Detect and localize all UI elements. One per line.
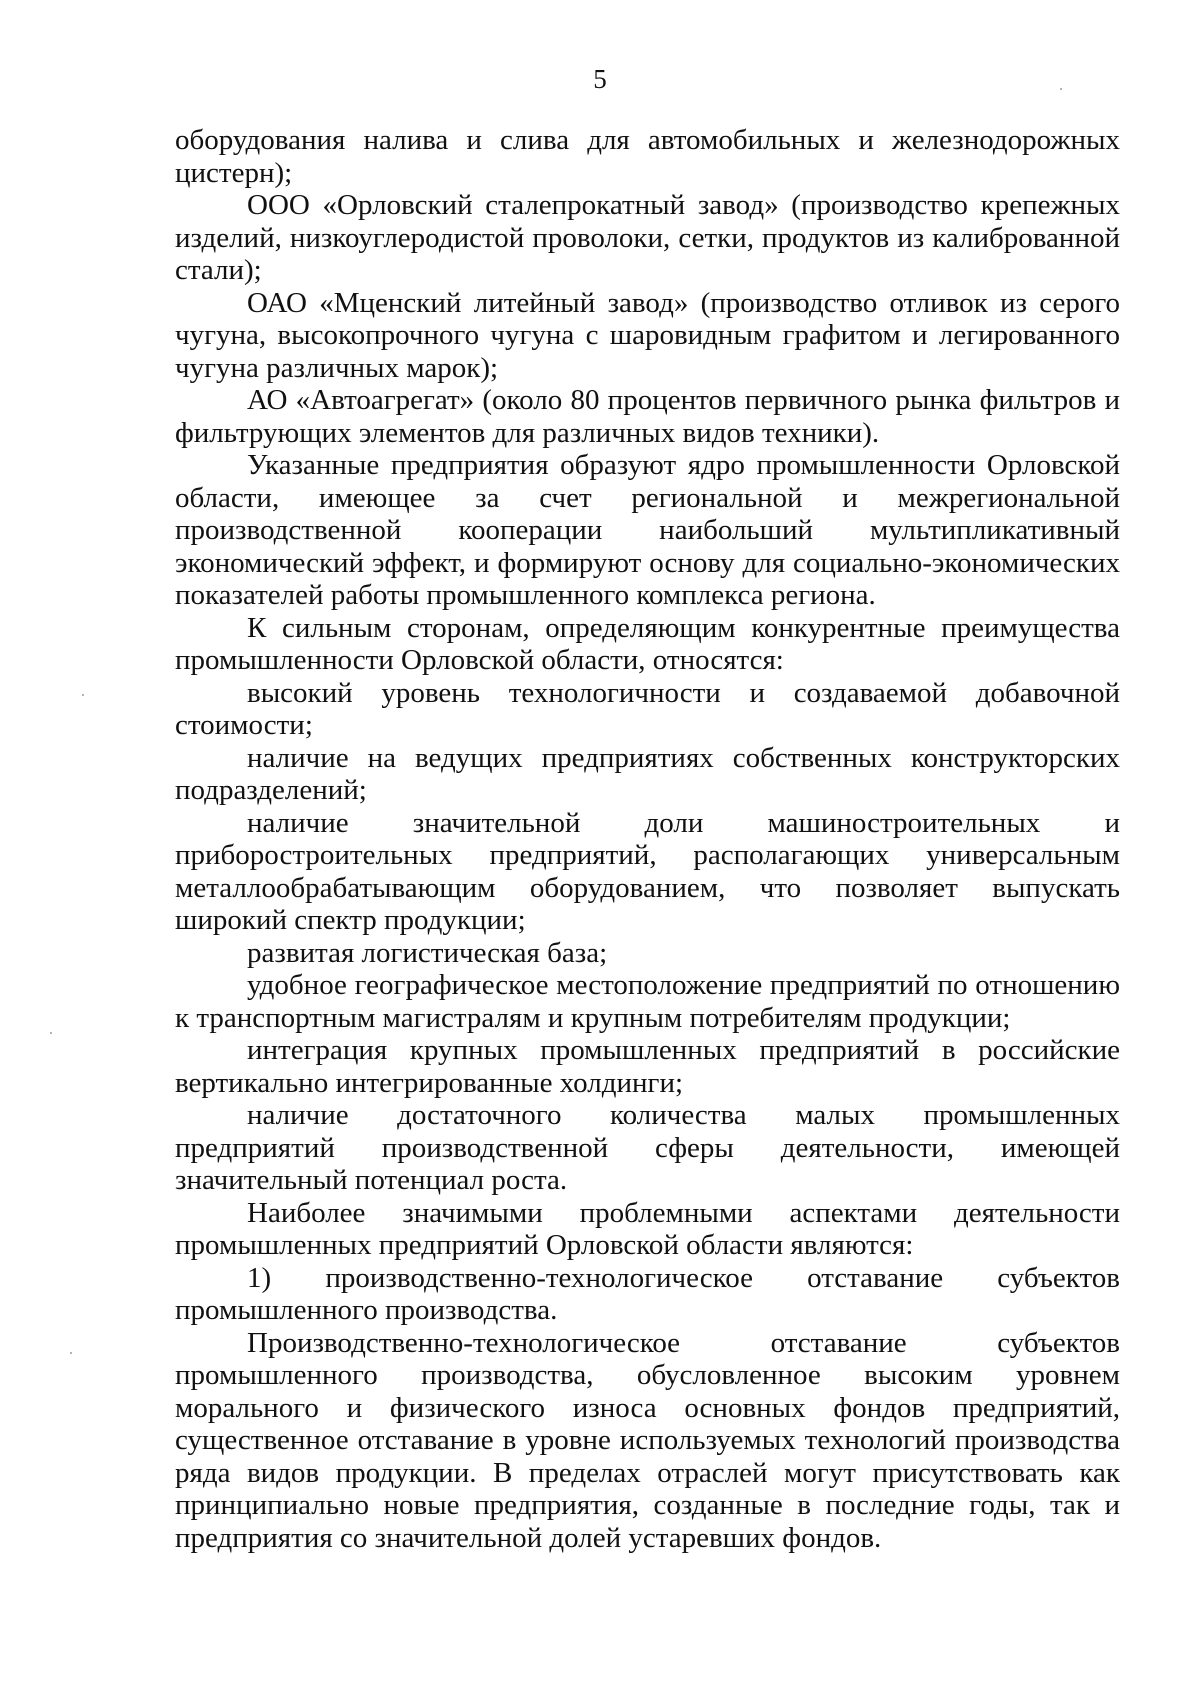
document-body [175,124,1120,1554]
paragraph-avtoagregat: АО «Автоагрегат» (около 80 процентов первичного рынка фильтров и фильтрующих элементов для различных видов техники). [175,384,1120,449]
page-number: 5 [593,64,607,94]
paragraph-equipment-continuation: оборудования налива и слива для автомобильных и железнодорожных цистерн); [175,124,1120,189]
paragraph-industry-core: Указанные предприятия образуют ядро промышленности Орловской области, имеющее за счет региональной и межрегиональной производственной кооперации наибольший мультипликативный экономический эффект, и формируют основу для социально-экономических показателей работы промышленного комплекса региона. [175,449,1120,611]
paragraph-strength-location: удобное географическое местоположение предприятий по отношению к транспортным магистралям и крупным потребителям продукции; [175,969,1120,1034]
paragraph-problem-1-details: Производственно-технологическое отставание субъектов промышленного производства, обусловленное высоким уровнем морального и физического износа основных фондов предприятий, существенное отставание в уровне используемых технологий производства ряда видов продукции. В пределах отраслей могут присутствовать как принципиально новые предприятия, созданные в последние годы, так и предприятия со значительной долей устаревших фондов. [175,1326,1120,1554]
paragraph-mtsensk-foundry: ОАО «Мценский литейный завод» (производство отливок из серого чугуна, высокопрочного чугуна с шаровидным графитом и легированного чугуна различных марок); [175,286,1120,384]
paragraph-strength-technology: высокий уровень технологичности и создаваемой добавочной стоимости; [175,676,1120,741]
paragraph-strengths-intro: К сильным сторонам, определяющим конкурентные преимущества промышленности Орловской области, относятся: [175,611,1120,676]
scan-speck [1060,88,1062,90]
paragraph-strength-machine-building: наличие значительной доли машиностроительных и приборостроительных предприятий, располагающих универсальным металлообрабатывающим оборудованием, что позволяет выпускать широкий спектр продукции; [175,806,1120,936]
paragraph-problem-1: 1) производственно-технологическое отставание субъектов промышленного производства. [175,1261,1120,1326]
paragraph-orel-steel-plant: ООО «Орловский сталепрокатный завод» (производство крепежных изделий, низкоуглеродистой проволоки, сетки, продуктов из калиброванной стали); [175,189,1120,286]
paragraph-strength-holdings: интеграция крупных промышленных предприятий в российские вертикально интегрированные холдинги; [175,1034,1120,1099]
paragraph-strength-logistics: развитая логистическая база; [247,936,608,969]
scan-speck [82,694,84,696]
scan-speck [50,1032,52,1034]
paragraph-problems-intro: Наиболее значимыми проблемными аспектами деятельности промышленных предприятий Орловской области являются: [175,1196,1120,1261]
scan-speck [70,1352,72,1354]
paragraph-strength-small-enterprises: наличие достаточного количества малых промышленных предприятий производственной сферы деятельности, имеющей значительный потенциал роста. [175,1099,1120,1196]
paragraph-strength-design-units: наличие на ведущих предприятиях собственных конструкторских подразделений; [175,741,1120,806]
